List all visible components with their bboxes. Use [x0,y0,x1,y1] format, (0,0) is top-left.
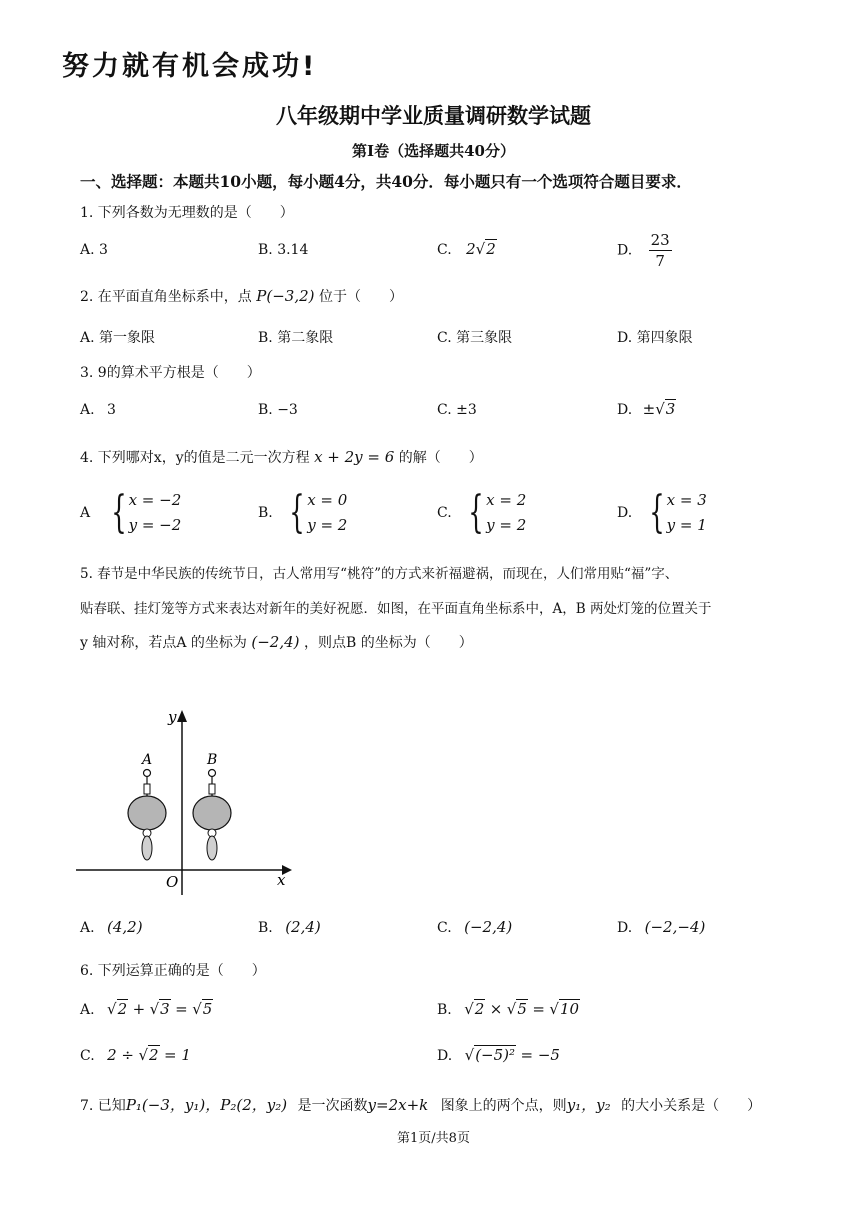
q5-line2: 贴春联、挂灯笼等方式来表达对新年的美好祝愿．如图，在平面直角坐标系中，A，B 两处灯笼的位置关于 [80,601,712,617]
q1-option-d-fraction [649,230,672,271]
q7-point-1: P₁(−3，y₁)， [125,1096,221,1114]
q5-option-c [437,918,512,936]
q5-line3-pre: y 轴对称，若点A 的坐标为 [80,635,247,651]
q6-option-d: D. √(−5)² = −5 [437,1046,560,1064]
lantern-a [128,752,166,860]
q4-option-d-line2: y = 1 [666,516,707,534]
q5-option-b-value: (2,4) [285,918,321,936]
q1-option-c-radicand: 2 [486,240,496,258]
q5-option-a-value: (4,2) [107,918,143,936]
q6-option-a-equals: = [175,1000,188,1018]
q6-option-b-equals: = [532,1000,545,1018]
q6-option-b-label: B. [437,1002,452,1018]
q6-option-b-times: × [489,1000,503,1018]
q4-option-d [617,488,707,538]
q5-line3 [80,632,473,652]
q3-option-d-sign: ± [642,400,656,418]
q2-option-d: D. 第四象限 [617,330,693,346]
q1-option-d [617,230,672,271]
q3-stem: 3. 9的算术平方根是（ ） [80,365,261,381]
q3-option-b: B. −3 [258,402,298,418]
q2-point: P(−3,2) [256,287,315,305]
q4-option-a [80,488,181,538]
q4-option-c [437,488,526,538]
q1-option-a: A. 3 [80,242,108,258]
brace-symbol: { [468,487,484,538]
q7-end: 的大小关系是（ ） [621,1098,762,1114]
x-axis-label: x [277,871,286,889]
q4-option-b-label: B. [258,505,273,521]
q3-option-a [80,402,116,418]
q7-stem [80,1094,761,1115]
q4-option-a-line1: x = −2 [128,491,182,509]
q4-option-b-line2: y = 2 [307,516,348,534]
q4-stem [80,447,483,467]
q3-option-d: D. ±√3 [617,400,676,418]
q4-stem-pre: 4. 下列哪对x，y的值是二元一次方程 [80,450,310,466]
brace-symbol: { [289,487,305,538]
q6-option-c-label: C. [80,1048,95,1064]
q1-option-c-label: C. [437,242,452,258]
q4-equation: x + 2y = 6 [314,448,395,466]
q5-option-d-label: D. [617,920,633,936]
q5-line1: 5. 春节是中华民族的传统节日，古人常用写“桃符”的方式来祈福避祸，而现在，人们常用贴“福”字、 [80,566,679,582]
q4-option-b [258,488,347,538]
q4-option-d-line1: x = 3 [666,491,707,509]
lantern-b [193,752,231,860]
q3-option-c: C. ±3 [437,402,477,418]
q6-option-d-label: D. [437,1048,453,1064]
q4-option-c-system [462,488,526,538]
q6-stem: 6. 下列运算正确的是（ ） [80,963,266,979]
q4-option-c-label: C. [437,505,452,521]
q2-stem-pre: 2. 在平面直角坐标系中，点 [80,289,252,305]
q1-option-d-label: D. [617,242,633,259]
origin-label: O [166,873,179,891]
q4-option-c-line2: y = 2 [486,516,527,534]
q4-stem-post: 的解（ ） [398,450,483,466]
q5-option-a [80,918,143,936]
q1-option-c-coef: 2 [466,240,476,258]
q1-option-d-numerator: 23 [650,231,670,249]
q6-option-a-radicand2: 3 [160,1000,170,1018]
q1-option-c: C. 2√2 [437,240,496,258]
q4-option-a-line2: y = −2 [128,516,182,534]
q6-option-b-radicand1: 2 [474,1000,485,1018]
q4-option-b-system [283,488,347,538]
q4-option-d-label: D. [617,505,633,521]
q6-option-a-radicand3: 5 [202,1000,213,1018]
q2-option-b: B. 第二象限 [258,330,334,346]
q6-option-c: C. 2 ÷ √2 = 1 [80,1046,191,1064]
q5-option-c-value: (−2,4) [464,918,513,936]
q5-point-a: (−2,4) [251,633,300,651]
q2-option-a: A. 第一象限 [80,330,156,346]
q4-option-b-line1: x = 0 [307,491,348,509]
q6-option-c-result: = 1 [164,1046,191,1064]
q5-option-d-value: (−2,−4) [644,918,706,936]
q6-option-c-radicand: 2 [149,1046,159,1064]
q4-option-d-system [643,488,707,538]
q2-stem [80,286,403,306]
page-footer: 第1页/共8页 [397,1131,470,1146]
q7-point-2: P₂(2，y₂) [220,1096,288,1114]
q7-function: y=2x+k [367,1096,429,1114]
q1-stem: 1. 下列各数为无理数的是（ ） [80,205,294,221]
q6-option-b-radicand3: 10 [559,1000,580,1018]
q6-option-a-radicand1: 2 [117,1000,128,1018]
q1-option-d-denominator: 7 [655,252,665,270]
q1-option-b: B. 3.14 [258,242,309,258]
y-axis-label: y [168,708,177,726]
q7-vars: y₁，y₂ [566,1096,611,1114]
lantern-figure [70,700,300,900]
q6-option-b-radicand2: 5 [517,1000,527,1018]
q6-option-c-expr: 2 ÷ [107,1046,135,1064]
q2-stem-post: 位于（ ） [318,289,403,305]
q5-option-d [617,918,705,936]
q4-option-a-system [105,488,182,538]
q7-mid: 是一次函数 [297,1098,368,1114]
q5-option-b-label: B. [258,920,273,936]
exam-title: 八年级期中学业质量调研数学试题 [276,103,591,128]
q6-option-d-radicand: (−5)² [475,1046,516,1064]
q3-option-d-label: D. [617,402,633,418]
q4-option-a-label: A [80,505,91,521]
lantern-a-label: A [142,752,153,768]
q5-option-c-label: C. [437,920,452,936]
q6-option-a-plus: + [132,1000,146,1018]
brace-symbol: { [110,487,127,538]
q5-line3-post: ，则点B 的坐标为（ ） [303,635,473,651]
q6-option-a: A. √2 + √3 = √5 [80,1000,213,1018]
y-axis-arrow [177,710,187,722]
q2-option-c: C. 第三象限 [437,330,513,346]
q3-option-a-value: 3 [107,402,116,418]
q4-option-c-line1: x = 2 [486,491,527,509]
q6-option-a-label: A. [80,1002,95,1018]
q6-option-d-result: = −5 [520,1046,560,1064]
q6-option-b: B. √2 × √5 = √10 [437,1000,580,1018]
q7-stem-pre: 7. 已知 [80,1098,126,1114]
exam-subtitle: 第I卷（选择题共40分） [352,142,515,160]
section-heading: 一、选择题：本题共10小题，每小题4分，共40分．每小题只有一个选项符合题目要求． [80,172,692,191]
q5-option-b [258,918,321,936]
q5-option-a-label: A. [80,920,95,936]
q3-option-a-label: A. [80,402,95,418]
motivational-slogan: 努力就有机会成功! [62,51,318,82]
lantern-b-label: B [207,752,218,768]
q3-option-d-radicand: 3 [665,400,676,418]
brace-symbol: { [648,487,665,538]
q7-post: 图象上的两个点，则 [440,1098,567,1114]
